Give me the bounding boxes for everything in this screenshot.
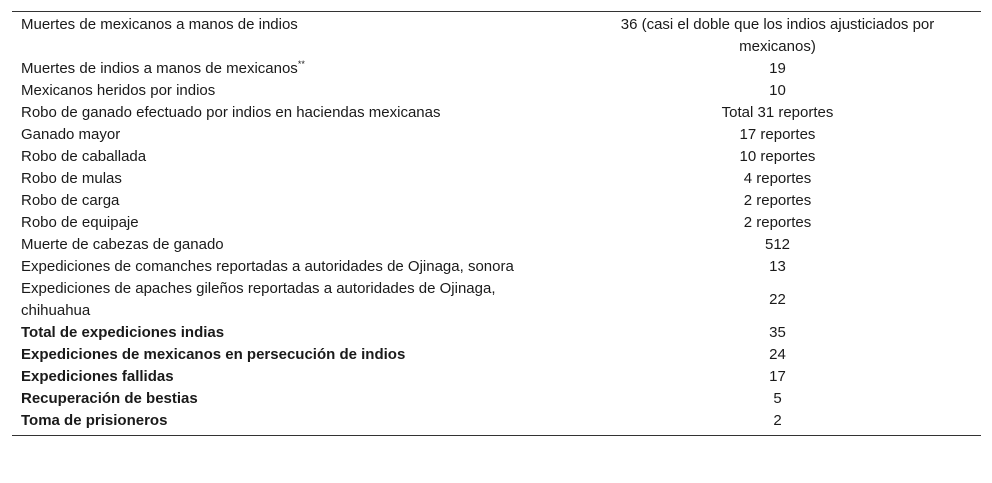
table-row [12,388,981,410]
table-row [12,168,981,190]
table-row [12,146,981,168]
row-label: Muertes de mexicanos a manos de indios [21,16,298,33]
row-value: 512 [764,236,791,253]
row-value: Total 31 reportes [721,104,834,121]
table-row [12,410,981,436]
row-label: Expediciones de apaches gileños reportadas a autoridades de Ojinaga, chihuahua [21,280,496,319]
table-row [12,322,981,344]
row-label: Mexicanos heridos por indios [21,82,216,99]
table-row [12,190,981,212]
table-row [12,58,981,80]
row-label: Ganado mayor [21,126,121,143]
table-row [12,278,981,322]
row-label: Muerte de cabezas de ganado [21,236,224,253]
row-value: 10 [769,82,786,99]
table-row [12,80,981,102]
table-row [12,256,981,278]
row-label: Robo de carga [21,192,120,209]
table-row [12,366,981,388]
table-row [12,102,981,124]
row-value: 2 [773,412,782,429]
row-label: Robo de ganado efectuado por indios en haciendas mexicanas [21,104,441,121]
row-value: 2 reportes [743,192,812,209]
row-value: 13 [769,258,786,275]
row-value: 17 [769,368,786,385]
table-row [12,12,981,59]
row-value: 4 reportes [743,170,812,187]
row-value: 35 [769,324,786,341]
row-label: Total de expediciones indias [21,324,225,341]
row-label: Muertes de indios a manos de mexicanos [21,60,298,77]
footnote-marker: ** [297,59,305,69]
row-value: 22 [769,291,786,308]
row-label: Toma de prisioneros [21,412,168,429]
row-label: Robo de mulas [21,170,122,187]
row-value: 5 [773,390,782,407]
data-table-container [12,11,981,436]
row-label: Expediciones fallidas [21,368,174,385]
row-label: Robo de caballada [21,148,147,165]
row-label: Expediciones de mexicanos en persecución de indios [21,346,406,363]
table-row [12,234,981,256]
row-value: 36 (casi el doble que los indios ajusticiados por mexicanos) [620,16,935,55]
row-label: Robo de equipaje [21,214,139,231]
row-label: Expediciones de comanches reportadas a autoridades de Ojinaga, sonora [21,258,514,275]
table-row [12,212,981,234]
row-value: 10 reportes [739,148,816,165]
statistics-table [12,11,981,436]
row-label: Recuperación de bestias [21,390,198,407]
table-row [12,344,981,366]
row-value: 17 reportes [739,126,816,143]
row-value: 2 reportes [743,214,812,231]
row-value: 24 [769,346,786,363]
row-value: 19 [769,60,786,77]
table-row [12,124,981,146]
row-label-cell [12,58,574,80]
